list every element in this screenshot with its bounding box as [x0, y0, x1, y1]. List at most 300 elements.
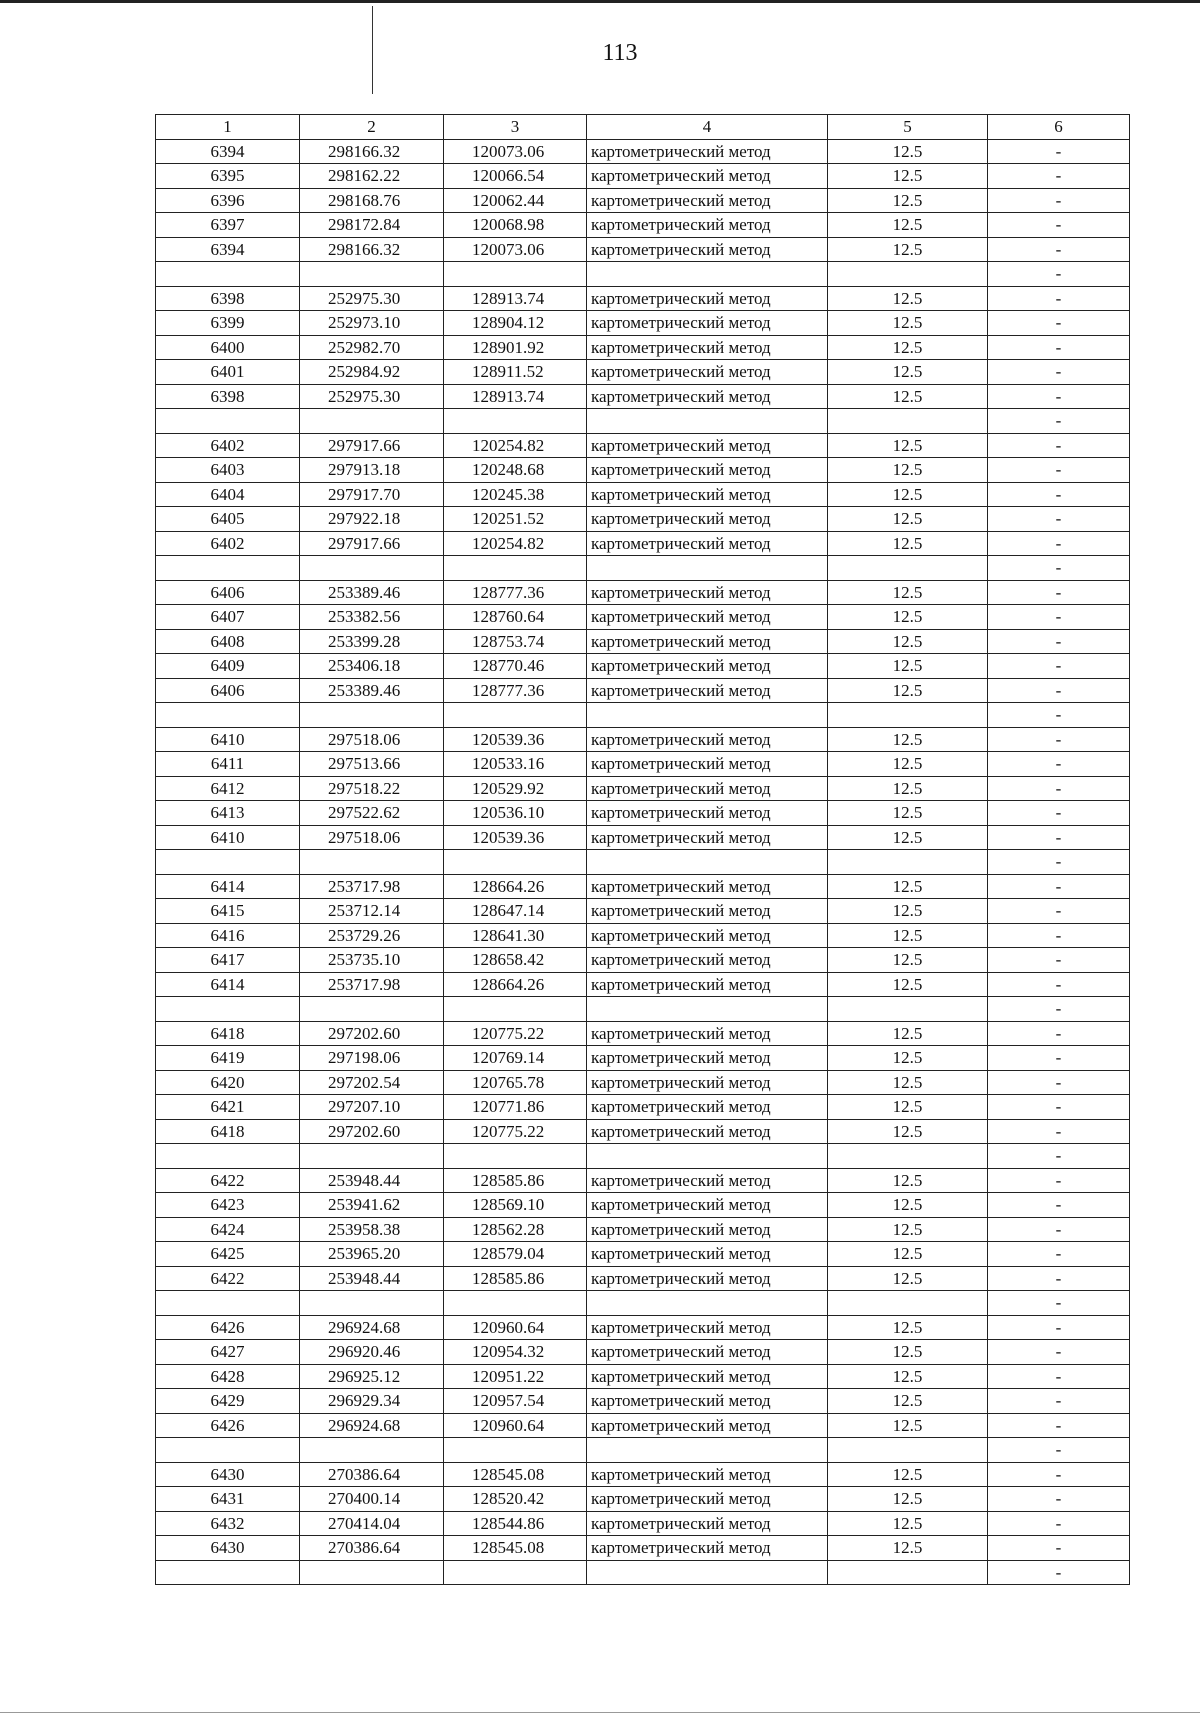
x-coordinate-cell: 297202.60 — [300, 1119, 444, 1144]
separator-row — [156, 1560, 1130, 1585]
table-row — [156, 384, 1130, 409]
accuracy-cell: 12.5 — [828, 874, 988, 899]
method-cell: картометрический метод — [587, 629, 828, 654]
x-coordinate-cell: 297202.54 — [300, 1070, 444, 1095]
note-cell: - — [988, 1340, 1130, 1365]
x-coordinate-cell: 296924.68 — [300, 1413, 444, 1438]
y-coordinate-cell: 128904.12 — [444, 311, 587, 336]
top-edge-rule — [0, 0, 1200, 3]
coordinates-table — [155, 114, 1130, 1585]
method-cell: картометрический метод — [587, 1413, 828, 1438]
note-cell: - — [988, 360, 1130, 385]
separator-dash-cell: - — [988, 1560, 1130, 1585]
empty-cell — [156, 1144, 300, 1169]
empty-cell — [444, 556, 587, 581]
point-number-cell: 6402 — [156, 433, 300, 458]
y-coordinate-cell: 120066.54 — [444, 164, 587, 189]
separator-dash-cell: - — [988, 850, 1130, 875]
empty-cell — [156, 262, 300, 287]
y-coordinate-cell: 120775.22 — [444, 1021, 587, 1046]
note-cell: - — [988, 1511, 1130, 1536]
y-coordinate-cell: 128770.46 — [444, 654, 587, 679]
method-cell: картометрический метод — [587, 1242, 828, 1267]
empty-cell — [828, 262, 988, 287]
x-coordinate-cell: 296924.68 — [300, 1315, 444, 1340]
table-row — [156, 899, 1130, 924]
note-cell: - — [988, 1364, 1130, 1389]
y-coordinate-cell: 120960.64 — [444, 1315, 587, 1340]
method-cell: картометрический метод — [587, 1021, 828, 1046]
table-row — [156, 972, 1130, 997]
separator-row — [156, 409, 1130, 434]
accuracy-cell: 12.5 — [828, 1046, 988, 1071]
accuracy-cell: 12.5 — [828, 335, 988, 360]
method-cell: картометрический метод — [587, 605, 828, 630]
header-cell: 4 — [587, 115, 828, 140]
note-cell: - — [988, 801, 1130, 826]
accuracy-cell: 12.5 — [828, 1217, 988, 1242]
table-row — [156, 1119, 1130, 1144]
empty-cell — [300, 850, 444, 875]
accuracy-cell: 12.5 — [828, 188, 988, 213]
x-coordinate-cell: 252982.70 — [300, 335, 444, 360]
accuracy-cell: 12.5 — [828, 1511, 988, 1536]
point-number-cell: 6397 — [156, 213, 300, 238]
empty-cell — [300, 997, 444, 1022]
table-row — [156, 1095, 1130, 1120]
point-number-cell: 6432 — [156, 1511, 300, 1536]
note-cell: - — [988, 507, 1130, 532]
note-cell: - — [988, 335, 1130, 360]
method-cell: картометрический метод — [587, 972, 828, 997]
separator-row — [156, 703, 1130, 728]
note-cell: - — [988, 1217, 1130, 1242]
empty-cell — [444, 1144, 587, 1169]
x-coordinate-cell: 298168.76 — [300, 188, 444, 213]
y-coordinate-cell: 120771.86 — [444, 1095, 587, 1120]
point-number-cell: 6395 — [156, 164, 300, 189]
table-row — [156, 531, 1130, 556]
note-cell: - — [988, 1095, 1130, 1120]
point-number-cell: 6396 — [156, 188, 300, 213]
empty-cell — [587, 409, 828, 434]
note-cell: - — [988, 1193, 1130, 1218]
x-coordinate-cell: 297917.70 — [300, 482, 444, 507]
accuracy-cell: 12.5 — [828, 237, 988, 262]
method-cell: картометрический метод — [587, 139, 828, 164]
method-cell: картометрический метод — [587, 1340, 828, 1365]
y-coordinate-cell: 120539.36 — [444, 727, 587, 752]
accuracy-cell: 12.5 — [828, 531, 988, 556]
empty-cell — [156, 1291, 300, 1316]
table-row — [156, 1364, 1130, 1389]
empty-cell — [300, 1438, 444, 1463]
x-coordinate-cell: 253389.46 — [300, 580, 444, 605]
y-coordinate-cell: 128760.64 — [444, 605, 587, 630]
method-cell: картометрический метод — [587, 360, 828, 385]
method-cell: картометрический метод — [587, 948, 828, 973]
y-coordinate-cell: 120539.36 — [444, 825, 587, 850]
note-cell: - — [988, 482, 1130, 507]
method-cell: картометрический метод — [587, 531, 828, 556]
method-cell: картометрический метод — [587, 335, 828, 360]
table-row — [156, 1389, 1130, 1414]
separator-dash-cell: - — [988, 262, 1130, 287]
y-coordinate-cell: 128658.42 — [444, 948, 587, 973]
header-cell: 5 — [828, 115, 988, 140]
empty-cell — [156, 1560, 300, 1585]
table-row — [156, 1487, 1130, 1512]
x-coordinate-cell: 253406.18 — [300, 654, 444, 679]
point-number-cell: 6403 — [156, 458, 300, 483]
accuracy-cell: 12.5 — [828, 654, 988, 679]
method-cell: картометрический метод — [587, 899, 828, 924]
accuracy-cell: 12.5 — [828, 1242, 988, 1267]
x-coordinate-cell: 270414.04 — [300, 1511, 444, 1536]
x-coordinate-cell: 253389.46 — [300, 678, 444, 703]
x-coordinate-cell: 253382.56 — [300, 605, 444, 630]
method-cell: картометрический метод — [587, 188, 828, 213]
table-header-row — [156, 115, 1130, 140]
point-number-cell: 6407 — [156, 605, 300, 630]
x-coordinate-cell: 252984.92 — [300, 360, 444, 385]
method-cell: картометрический метод — [587, 1193, 828, 1218]
point-number-cell: 6399 — [156, 311, 300, 336]
accuracy-cell: 12.5 — [828, 360, 988, 385]
accuracy-cell: 12.5 — [828, 286, 988, 311]
point-number-cell: 6398 — [156, 384, 300, 409]
empty-cell — [828, 1144, 988, 1169]
empty-cell — [444, 262, 587, 287]
accuracy-cell: 12.5 — [828, 1462, 988, 1487]
accuracy-cell: 12.5 — [828, 899, 988, 924]
empty-cell — [300, 409, 444, 434]
accuracy-cell: 12.5 — [828, 678, 988, 703]
method-cell: картометрический метод — [587, 1462, 828, 1487]
note-cell: - — [988, 752, 1130, 777]
point-number-cell: 6398 — [156, 286, 300, 311]
accuracy-cell: 12.5 — [828, 433, 988, 458]
y-coordinate-cell: 128911.52 — [444, 360, 587, 385]
x-coordinate-cell: 253729.26 — [300, 923, 444, 948]
accuracy-cell: 12.5 — [828, 1536, 988, 1561]
empty-cell — [444, 409, 587, 434]
x-coordinate-cell: 297917.66 — [300, 433, 444, 458]
point-number-cell: 6410 — [156, 825, 300, 850]
method-cell: картометрический метод — [587, 433, 828, 458]
table-row — [156, 139, 1130, 164]
y-coordinate-cell: 120775.22 — [444, 1119, 587, 1144]
note-cell: - — [988, 1046, 1130, 1071]
point-number-cell: 6422 — [156, 1266, 300, 1291]
y-coordinate-cell: 120533.16 — [444, 752, 587, 777]
x-coordinate-cell: 253958.38 — [300, 1217, 444, 1242]
table-row — [156, 678, 1130, 703]
table-row — [156, 237, 1130, 262]
table-row — [156, 1462, 1130, 1487]
accuracy-cell: 12.5 — [828, 825, 988, 850]
y-coordinate-cell: 120254.82 — [444, 433, 587, 458]
y-coordinate-cell: 120769.14 — [444, 1046, 587, 1071]
accuracy-cell: 12.5 — [828, 1193, 988, 1218]
point-number-cell: 6410 — [156, 727, 300, 752]
accuracy-cell: 12.5 — [828, 801, 988, 826]
x-coordinate-cell: 270386.64 — [300, 1536, 444, 1561]
x-coordinate-cell: 298162.22 — [300, 164, 444, 189]
note-cell: - — [988, 874, 1130, 899]
separator-row — [156, 556, 1130, 581]
empty-cell — [300, 1144, 444, 1169]
x-coordinate-cell: 297207.10 — [300, 1095, 444, 1120]
separator-dash-cell: - — [988, 409, 1130, 434]
accuracy-cell: 12.5 — [828, 727, 988, 752]
y-coordinate-cell: 120245.38 — [444, 482, 587, 507]
table-row — [156, 629, 1130, 654]
y-coordinate-cell: 128913.74 — [444, 286, 587, 311]
note-cell: - — [988, 1021, 1130, 1046]
point-number-cell: 6425 — [156, 1242, 300, 1267]
method-cell: картометрический метод — [587, 580, 828, 605]
method-cell: картометрический метод — [587, 1511, 828, 1536]
note-cell: - — [988, 1536, 1130, 1561]
table-row — [156, 1413, 1130, 1438]
empty-cell — [156, 850, 300, 875]
note-cell: - — [988, 678, 1130, 703]
x-coordinate-cell: 297518.22 — [300, 776, 444, 801]
point-number-cell: 6418 — [156, 1119, 300, 1144]
method-cell: картометрический метод — [587, 1168, 828, 1193]
empty-cell — [587, 1291, 828, 1316]
x-coordinate-cell: 297198.06 — [300, 1046, 444, 1071]
empty-cell — [444, 1291, 587, 1316]
method-cell: картометрический метод — [587, 1217, 828, 1242]
note-cell: - — [988, 629, 1130, 654]
method-cell: картометрический метод — [587, 1119, 828, 1144]
accuracy-cell: 12.5 — [828, 1364, 988, 1389]
y-coordinate-cell: 128545.08 — [444, 1462, 587, 1487]
accuracy-cell: 12.5 — [828, 776, 988, 801]
x-coordinate-cell: 297513.66 — [300, 752, 444, 777]
point-number-cell: 6426 — [156, 1413, 300, 1438]
table-row — [156, 1217, 1130, 1242]
accuracy-cell: 12.5 — [828, 1095, 988, 1120]
method-cell: картометрический метод — [587, 923, 828, 948]
note-cell: - — [988, 776, 1130, 801]
note-cell: - — [988, 1119, 1130, 1144]
y-coordinate-cell: 128647.14 — [444, 899, 587, 924]
x-coordinate-cell: 296920.46 — [300, 1340, 444, 1365]
method-cell: картометрический метод — [587, 1046, 828, 1071]
separator-dash-cell: - — [988, 997, 1130, 1022]
empty-cell — [156, 703, 300, 728]
note-cell: - — [988, 164, 1130, 189]
method-cell: картометрический метод — [587, 678, 828, 703]
separator-row — [156, 1144, 1130, 1169]
x-coordinate-cell: 296925.12 — [300, 1364, 444, 1389]
method-cell: картометрический метод — [587, 311, 828, 336]
point-number-cell: 6416 — [156, 923, 300, 948]
table-row — [156, 1266, 1130, 1291]
table-row — [156, 507, 1130, 532]
point-number-cell: 6423 — [156, 1193, 300, 1218]
note-cell: - — [988, 899, 1130, 924]
empty-cell — [828, 556, 988, 581]
accuracy-cell: 12.5 — [828, 923, 988, 948]
empty-cell — [300, 1560, 444, 1585]
table-row — [156, 923, 1130, 948]
table-row — [156, 776, 1130, 801]
note-cell: - — [988, 384, 1130, 409]
table-body — [156, 139, 1130, 1585]
accuracy-cell: 12.5 — [828, 458, 988, 483]
empty-cell — [587, 850, 828, 875]
x-coordinate-cell: 297522.62 — [300, 801, 444, 826]
y-coordinate-cell: 128913.74 — [444, 384, 587, 409]
table-row — [156, 1070, 1130, 1095]
separator-row — [156, 1438, 1130, 1463]
empty-cell — [444, 850, 587, 875]
page-number: 113 — [602, 40, 638, 66]
note-cell: - — [988, 1168, 1130, 1193]
table-row — [156, 727, 1130, 752]
x-coordinate-cell: 253948.44 — [300, 1266, 444, 1291]
separator-row — [156, 262, 1130, 287]
point-number-cell: 6430 — [156, 1536, 300, 1561]
header-cell: 3 — [444, 115, 587, 140]
separator-dash-cell: - — [988, 703, 1130, 728]
point-number-cell: 6408 — [156, 629, 300, 654]
empty-cell — [828, 997, 988, 1022]
empty-cell — [587, 556, 828, 581]
empty-cell — [444, 1560, 587, 1585]
method-cell: картометрический метод — [587, 825, 828, 850]
accuracy-cell: 12.5 — [828, 1021, 988, 1046]
table-row — [156, 458, 1130, 483]
note-cell: - — [988, 531, 1130, 556]
table-row — [156, 1193, 1130, 1218]
note-cell: - — [988, 286, 1130, 311]
point-number-cell: 6427 — [156, 1340, 300, 1365]
x-coordinate-cell: 298166.32 — [300, 237, 444, 262]
y-coordinate-cell: 128664.26 — [444, 874, 587, 899]
empty-cell — [828, 1560, 988, 1585]
note-cell: - — [988, 727, 1130, 752]
table-row — [156, 580, 1130, 605]
point-number-cell: 6411 — [156, 752, 300, 777]
bottom-edge-rule — [0, 1712, 1200, 1713]
accuracy-cell: 12.5 — [828, 605, 988, 630]
note-cell: - — [988, 580, 1130, 605]
empty-cell — [828, 1438, 988, 1463]
point-number-cell: 6431 — [156, 1487, 300, 1512]
point-number-cell: 6401 — [156, 360, 300, 385]
accuracy-cell: 12.5 — [828, 948, 988, 973]
method-cell: картометрический метод — [587, 213, 828, 238]
x-coordinate-cell: 297202.60 — [300, 1021, 444, 1046]
table-row — [156, 948, 1130, 973]
empty-cell — [587, 262, 828, 287]
point-number-cell: 6404 — [156, 482, 300, 507]
accuracy-cell: 12.5 — [828, 164, 988, 189]
table-row — [156, 1340, 1130, 1365]
y-coordinate-cell: 128520.42 — [444, 1487, 587, 1512]
x-coordinate-cell: 253717.98 — [300, 972, 444, 997]
y-coordinate-cell: 120960.64 — [444, 1413, 587, 1438]
point-number-cell: 6414 — [156, 874, 300, 899]
x-coordinate-cell: 252973.10 — [300, 311, 444, 336]
y-coordinate-cell: 128641.30 — [444, 923, 587, 948]
accuracy-cell: 12.5 — [828, 1168, 988, 1193]
point-number-cell: 6422 — [156, 1168, 300, 1193]
accuracy-cell: 12.5 — [828, 1487, 988, 1512]
accuracy-cell: 12.5 — [828, 384, 988, 409]
method-cell: картометрический метод — [587, 654, 828, 679]
table-row — [156, 1021, 1130, 1046]
method-cell: картометрический метод — [587, 286, 828, 311]
x-coordinate-cell: 253399.28 — [300, 629, 444, 654]
y-coordinate-cell: 120073.06 — [444, 237, 587, 262]
method-cell: картометрический метод — [587, 384, 828, 409]
empty-cell — [587, 1144, 828, 1169]
empty-cell — [828, 409, 988, 434]
method-cell: картометрический метод — [587, 1315, 828, 1340]
method-cell: картометрический метод — [587, 727, 828, 752]
y-coordinate-cell: 128777.36 — [444, 678, 587, 703]
table-row — [156, 752, 1130, 777]
table-row — [156, 188, 1130, 213]
point-number-cell: 6402 — [156, 531, 300, 556]
method-cell: картометрический метод — [587, 1389, 828, 1414]
y-coordinate-cell: 120251.52 — [444, 507, 587, 532]
accuracy-cell: 12.5 — [828, 1413, 988, 1438]
accuracy-cell: 12.5 — [828, 580, 988, 605]
table-row — [156, 1536, 1130, 1561]
method-cell: картометрический метод — [587, 482, 828, 507]
y-coordinate-cell: 128901.92 — [444, 335, 587, 360]
point-number-cell: 6424 — [156, 1217, 300, 1242]
table-row — [156, 360, 1130, 385]
empty-cell — [828, 850, 988, 875]
empty-cell — [300, 556, 444, 581]
table-row — [156, 1242, 1130, 1267]
accuracy-cell: 12.5 — [828, 972, 988, 997]
method-cell: картометрический метод — [587, 237, 828, 262]
table-row — [156, 482, 1130, 507]
y-coordinate-cell: 120951.22 — [444, 1364, 587, 1389]
point-number-cell: 6426 — [156, 1315, 300, 1340]
y-coordinate-cell: 120765.78 — [444, 1070, 587, 1095]
y-coordinate-cell: 128579.04 — [444, 1242, 587, 1267]
point-number-cell: 6405 — [156, 507, 300, 532]
empty-cell — [587, 997, 828, 1022]
empty-cell — [828, 1291, 988, 1316]
note-cell: - — [988, 1315, 1130, 1340]
y-coordinate-cell: 128753.74 — [444, 629, 587, 654]
empty-cell — [828, 703, 988, 728]
separator-dash-cell: - — [988, 1438, 1130, 1463]
y-coordinate-cell: 120954.32 — [444, 1340, 587, 1365]
table-row — [156, 286, 1130, 311]
y-coordinate-cell: 128544.86 — [444, 1511, 587, 1536]
method-cell: картометрический метод — [587, 1364, 828, 1389]
x-coordinate-cell: 252975.30 — [300, 286, 444, 311]
separator-dash-cell: - — [988, 1144, 1130, 1169]
y-coordinate-cell: 128664.26 — [444, 972, 587, 997]
separator-dash-cell: - — [988, 1291, 1130, 1316]
accuracy-cell: 12.5 — [828, 213, 988, 238]
table-row — [156, 654, 1130, 679]
point-number-cell: 6421 — [156, 1095, 300, 1120]
